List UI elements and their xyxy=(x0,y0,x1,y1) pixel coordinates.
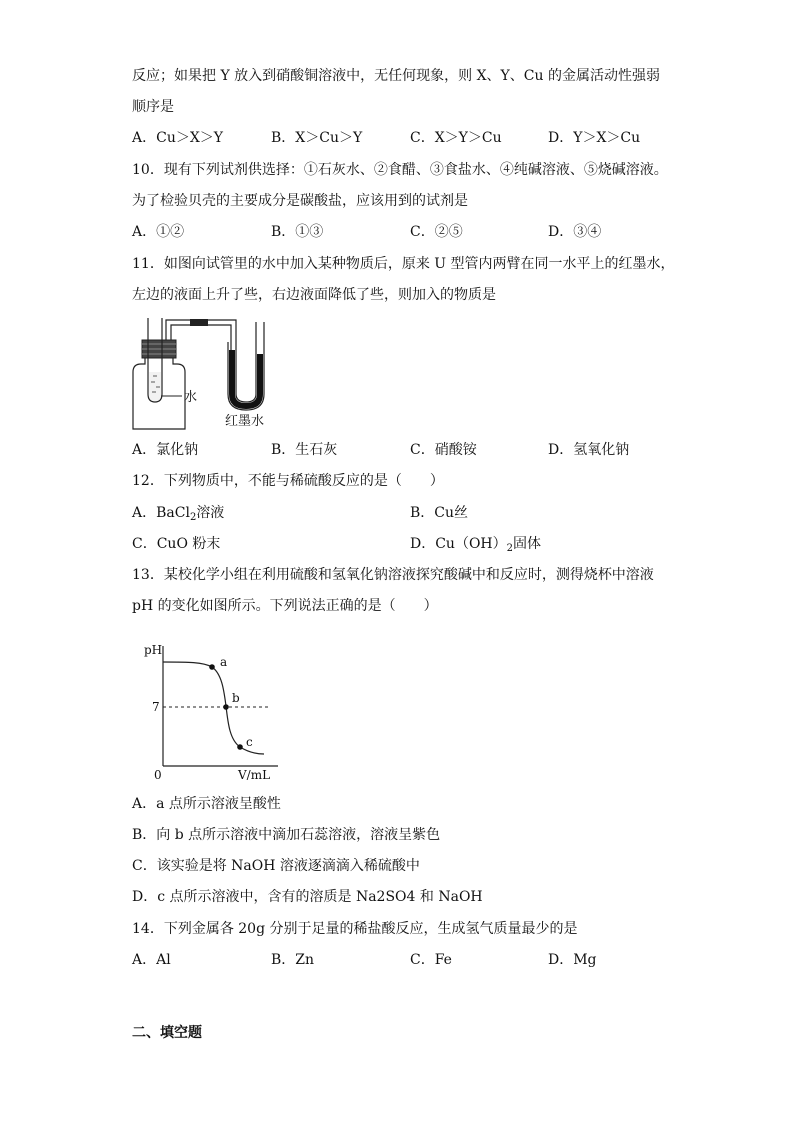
point-b xyxy=(223,704,229,710)
q10-option-c: C．②⑤ xyxy=(410,224,463,240)
q13-option-b: B．向 b 点所示溶液中滴加石蕊溶液，溶液呈紫色 xyxy=(132,827,441,843)
section-heading: 二、填空题 xyxy=(132,1025,202,1041)
q9-option-d: D．Y＞X＞Cu xyxy=(548,130,641,146)
q12-option-b: B．Cu丝 xyxy=(410,505,469,521)
q9-line-2: 顺序是 xyxy=(132,99,174,115)
q13-line-2: pH 的变化如图所示。下列说法正确的是（ ） xyxy=(132,598,438,614)
q13-option-a: A．a 点所示溶液呈酸性 xyxy=(132,796,281,812)
q10-line-1: 10．现有下列试剂供选择：①石灰水、②食醋、③食盐水、④纯碱溶液、⑤烧碱溶液。 xyxy=(132,162,668,178)
q10-option-d: D．③④ xyxy=(548,224,602,240)
q13-line-1: 13．某校化学小组在利用硫酸和氢氧化钠溶液探究酸碱中和反应时，测得烧杯中溶液 xyxy=(132,567,654,583)
apparatus-figure xyxy=(128,312,278,434)
q11-option-a: A．氯化钠 xyxy=(132,442,199,458)
q9-line-1: 反应；如果把 Y 放入到硝酸铜溶液中，无任何现象，则 X、Y、Cu 的金属活动性强弱 xyxy=(132,68,660,84)
point-a xyxy=(209,664,215,670)
q10-line-2: 为了检验贝壳的主要成分是碳酸盐，应该用到的试剂是 xyxy=(132,193,468,209)
q14-line-1: 14．下列金属各 20g 分别于足量的稀盐酸反应，生成氢气质量最少的是 xyxy=(132,921,578,937)
q12-option-a: A．BaCl$_2$溶液 xyxy=(132,505,225,523)
label-a: a xyxy=(220,655,228,669)
q11-option-d: D．氢氧化钠 xyxy=(548,442,630,458)
q10-option-b: B．①③ xyxy=(271,224,324,240)
label-c: c xyxy=(246,735,253,749)
q14-option-c: C．Fe xyxy=(410,952,452,968)
q13-option-c: C．该实验是将 NaOH 溶液逐滴滴入稀硫酸中 xyxy=(132,858,420,874)
q12-line-1: 12．下列物质中，不能与稀硫酸反应的是（ ） xyxy=(132,473,444,489)
ph-graph xyxy=(138,636,288,784)
red-ink-label: 红墨水 xyxy=(225,414,265,429)
q10-option-a: A．①② xyxy=(132,224,185,240)
q14-option-d: D．Mg xyxy=(548,952,597,968)
q11-line-2: 左边的液面上升了些，右边液面降低了些，则加入的物质是 xyxy=(132,287,496,303)
x-axis-label: V/mL xyxy=(238,768,271,782)
origin-label: 0 xyxy=(154,768,162,782)
y-axis-label: pH xyxy=(144,643,163,657)
q9-option-c: C．X＞Y＞Cu xyxy=(410,130,502,146)
label-b: b xyxy=(232,691,240,705)
q11-option-c: C．硝酸铵 xyxy=(410,442,477,458)
q13-option-d: D．c 点所示溶液中，含有的溶质是 Na2SO4 和 NaOH xyxy=(132,889,483,905)
ph7-label: 7 xyxy=(152,700,160,714)
water-label: 水 xyxy=(184,390,198,405)
q9-option-b: B．X＞Cu＞Y xyxy=(271,130,363,146)
q9-option-a: A．Cu＞X＞Y xyxy=(132,130,224,146)
q11-option-b: B．生石灰 xyxy=(271,442,338,458)
point-c xyxy=(237,744,243,750)
red-ink xyxy=(229,350,263,409)
q12-option-d: D．$Cu(OH)_2$固体 xyxy=(410,536,542,554)
q11-line-1: 11．如图向试管里的水中加入某种物质后，原来 U 型管内两臂在同一水平上的红墨水， xyxy=(132,256,675,272)
rubber-connector xyxy=(190,319,208,326)
q14-option-a: A．Al xyxy=(132,952,171,968)
q12-option-c: C．CuO 粉末 xyxy=(132,536,221,552)
q14-option-b: B．Zn xyxy=(271,952,315,968)
